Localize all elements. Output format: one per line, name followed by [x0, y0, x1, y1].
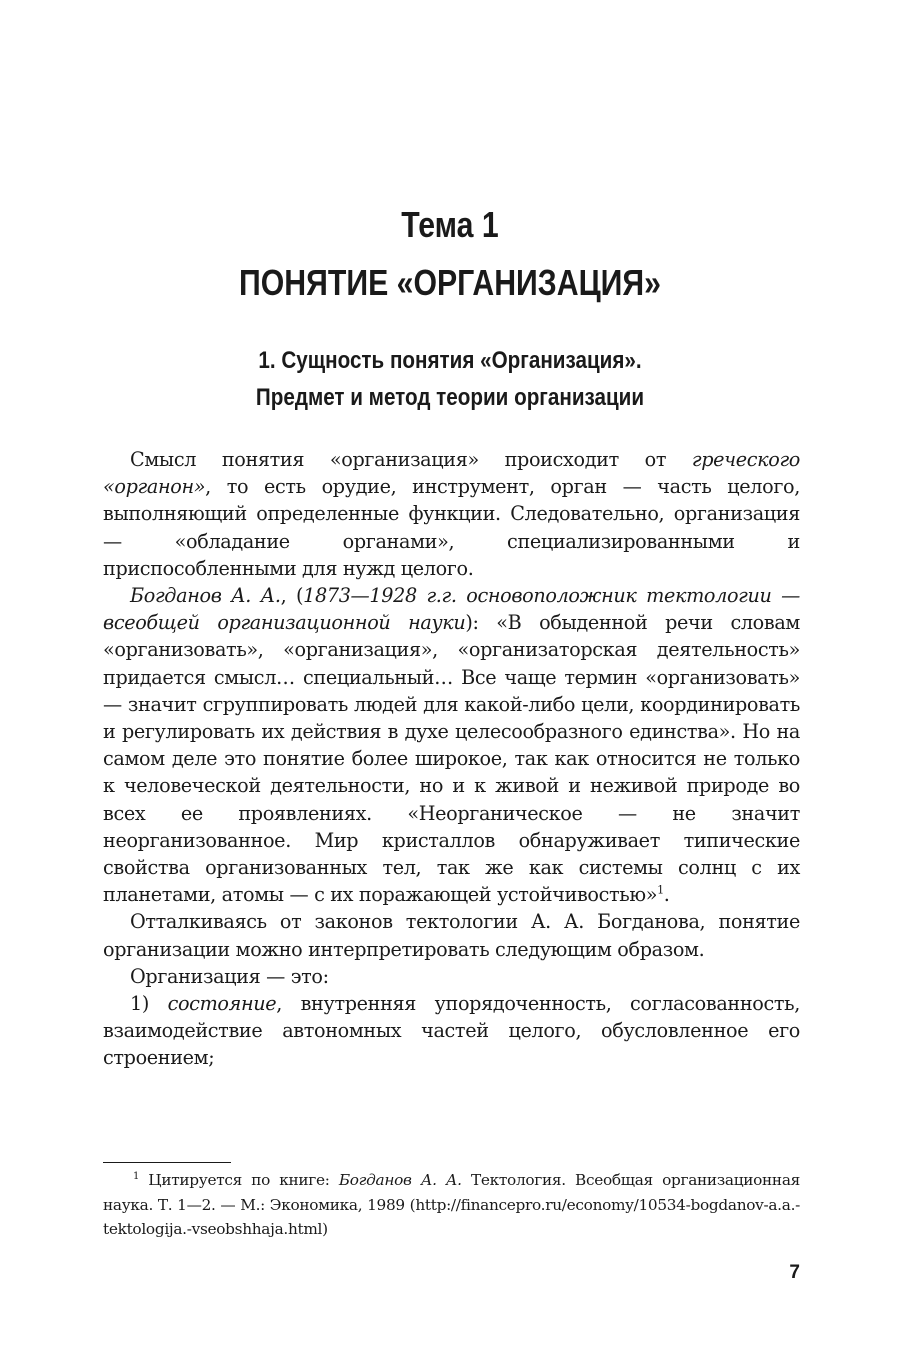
- paragraph-2-italic: 1873—1928 г.г. основоположник тектологии — всеобщей организационной науки: [103, 584, 801, 635]
- paragraph-2-text-c: .: [663, 883, 670, 907]
- footnote-mark: 1: [133, 1170, 140, 1182]
- page-number: 7: [789, 1262, 800, 1283]
- topic-title: ПОНЯТИЕ «ОРГАНИЗАЦИЯ»: [239, 262, 661, 303]
- footnote-paragraph: [103, 1168, 800, 1242]
- topic-number: Тема 1: [401, 204, 499, 245]
- paragraph-2: [103, 582, 800, 908]
- paragraph-1-italic: греческого «органон»: [103, 448, 800, 499]
- footnote: [103, 1168, 800, 1242]
- paragraph-5-text: , внутренняя упорядоченность, согласованность, взаимодействие автономных частей целого, обусловленное его строением;: [103, 992, 800, 1070]
- section-heading-line-1: 1. Сущность понятия «Организация».: [258, 347, 642, 374]
- footnote-text-b: Тектология. Всеобщая организационная наука. Т. 1—2. — М.: Экономика, 1989 (http://financepro.ru/economy/10534-bogdanov-a.a.-tektologija.-vseobshhaja.html): [103, 1171, 800, 1239]
- paragraph-5: [103, 990, 800, 1072]
- section-heading: [63, 342, 837, 416]
- paragraph-3: Отталкиваясь от законов тектологии А. А. Богданова, понятие организации можно интерпретировать следующим образом.: [103, 910, 800, 961]
- section-heading-line-2: Предмет и метод теории организации: [255, 384, 645, 411]
- footnote-divider: [103, 1162, 231, 1163]
- paragraph-1-text-a: Смысл понятия «организация» происходит от: [130, 448, 692, 471]
- footnote-text-a: Цитируется по книге:: [139, 1171, 339, 1189]
- paragraph-2-author: Богданов А. А.: [130, 584, 281, 608]
- footnote-reference: 1: [657, 883, 664, 897]
- paragraph-5-italic: состояние: [167, 992, 277, 1016]
- paragraph-2-text-a: , (: [280, 584, 304, 608]
- paragraph-1-text-b: , то есть орудие, инструмент, орган — часть целого, выполняющий определенные функции. Следовательно, организация — «обладание органами», специализированными и приспособленными для нужд целого.: [103, 475, 800, 580]
- paragraph-2-text-b: ): «В обыденной речи словам «организовать», «организация», «организаторская деятельность» придается смысл… специальный… Все чаще термин «организовать» — значит сгруппировать людей для какой-либо цели, координировать и регулировать их действия в духе целесообразного единства». Но на самом деле это понятие более широкое, так как относится не только к человеческой деятельности, но и к живой и неживой природе во всех ее проявлениях. «Неорганическое — не значит неорганизованное. Мир кристаллов обнаруживает типические свойства организованных тел, так же как системы солнц с их планетами, атомы — с их поражающей устойчивостью»: [103, 611, 801, 907]
- paragraph-5-number: 1): [130, 992, 168, 1016]
- body-text: [103, 446, 800, 1072]
- footnote-author: Богданов А. А.: [338, 1171, 462, 1189]
- paragraph-4: Организация — это:: [130, 964, 329, 988]
- paragraph-1: [103, 446, 800, 582]
